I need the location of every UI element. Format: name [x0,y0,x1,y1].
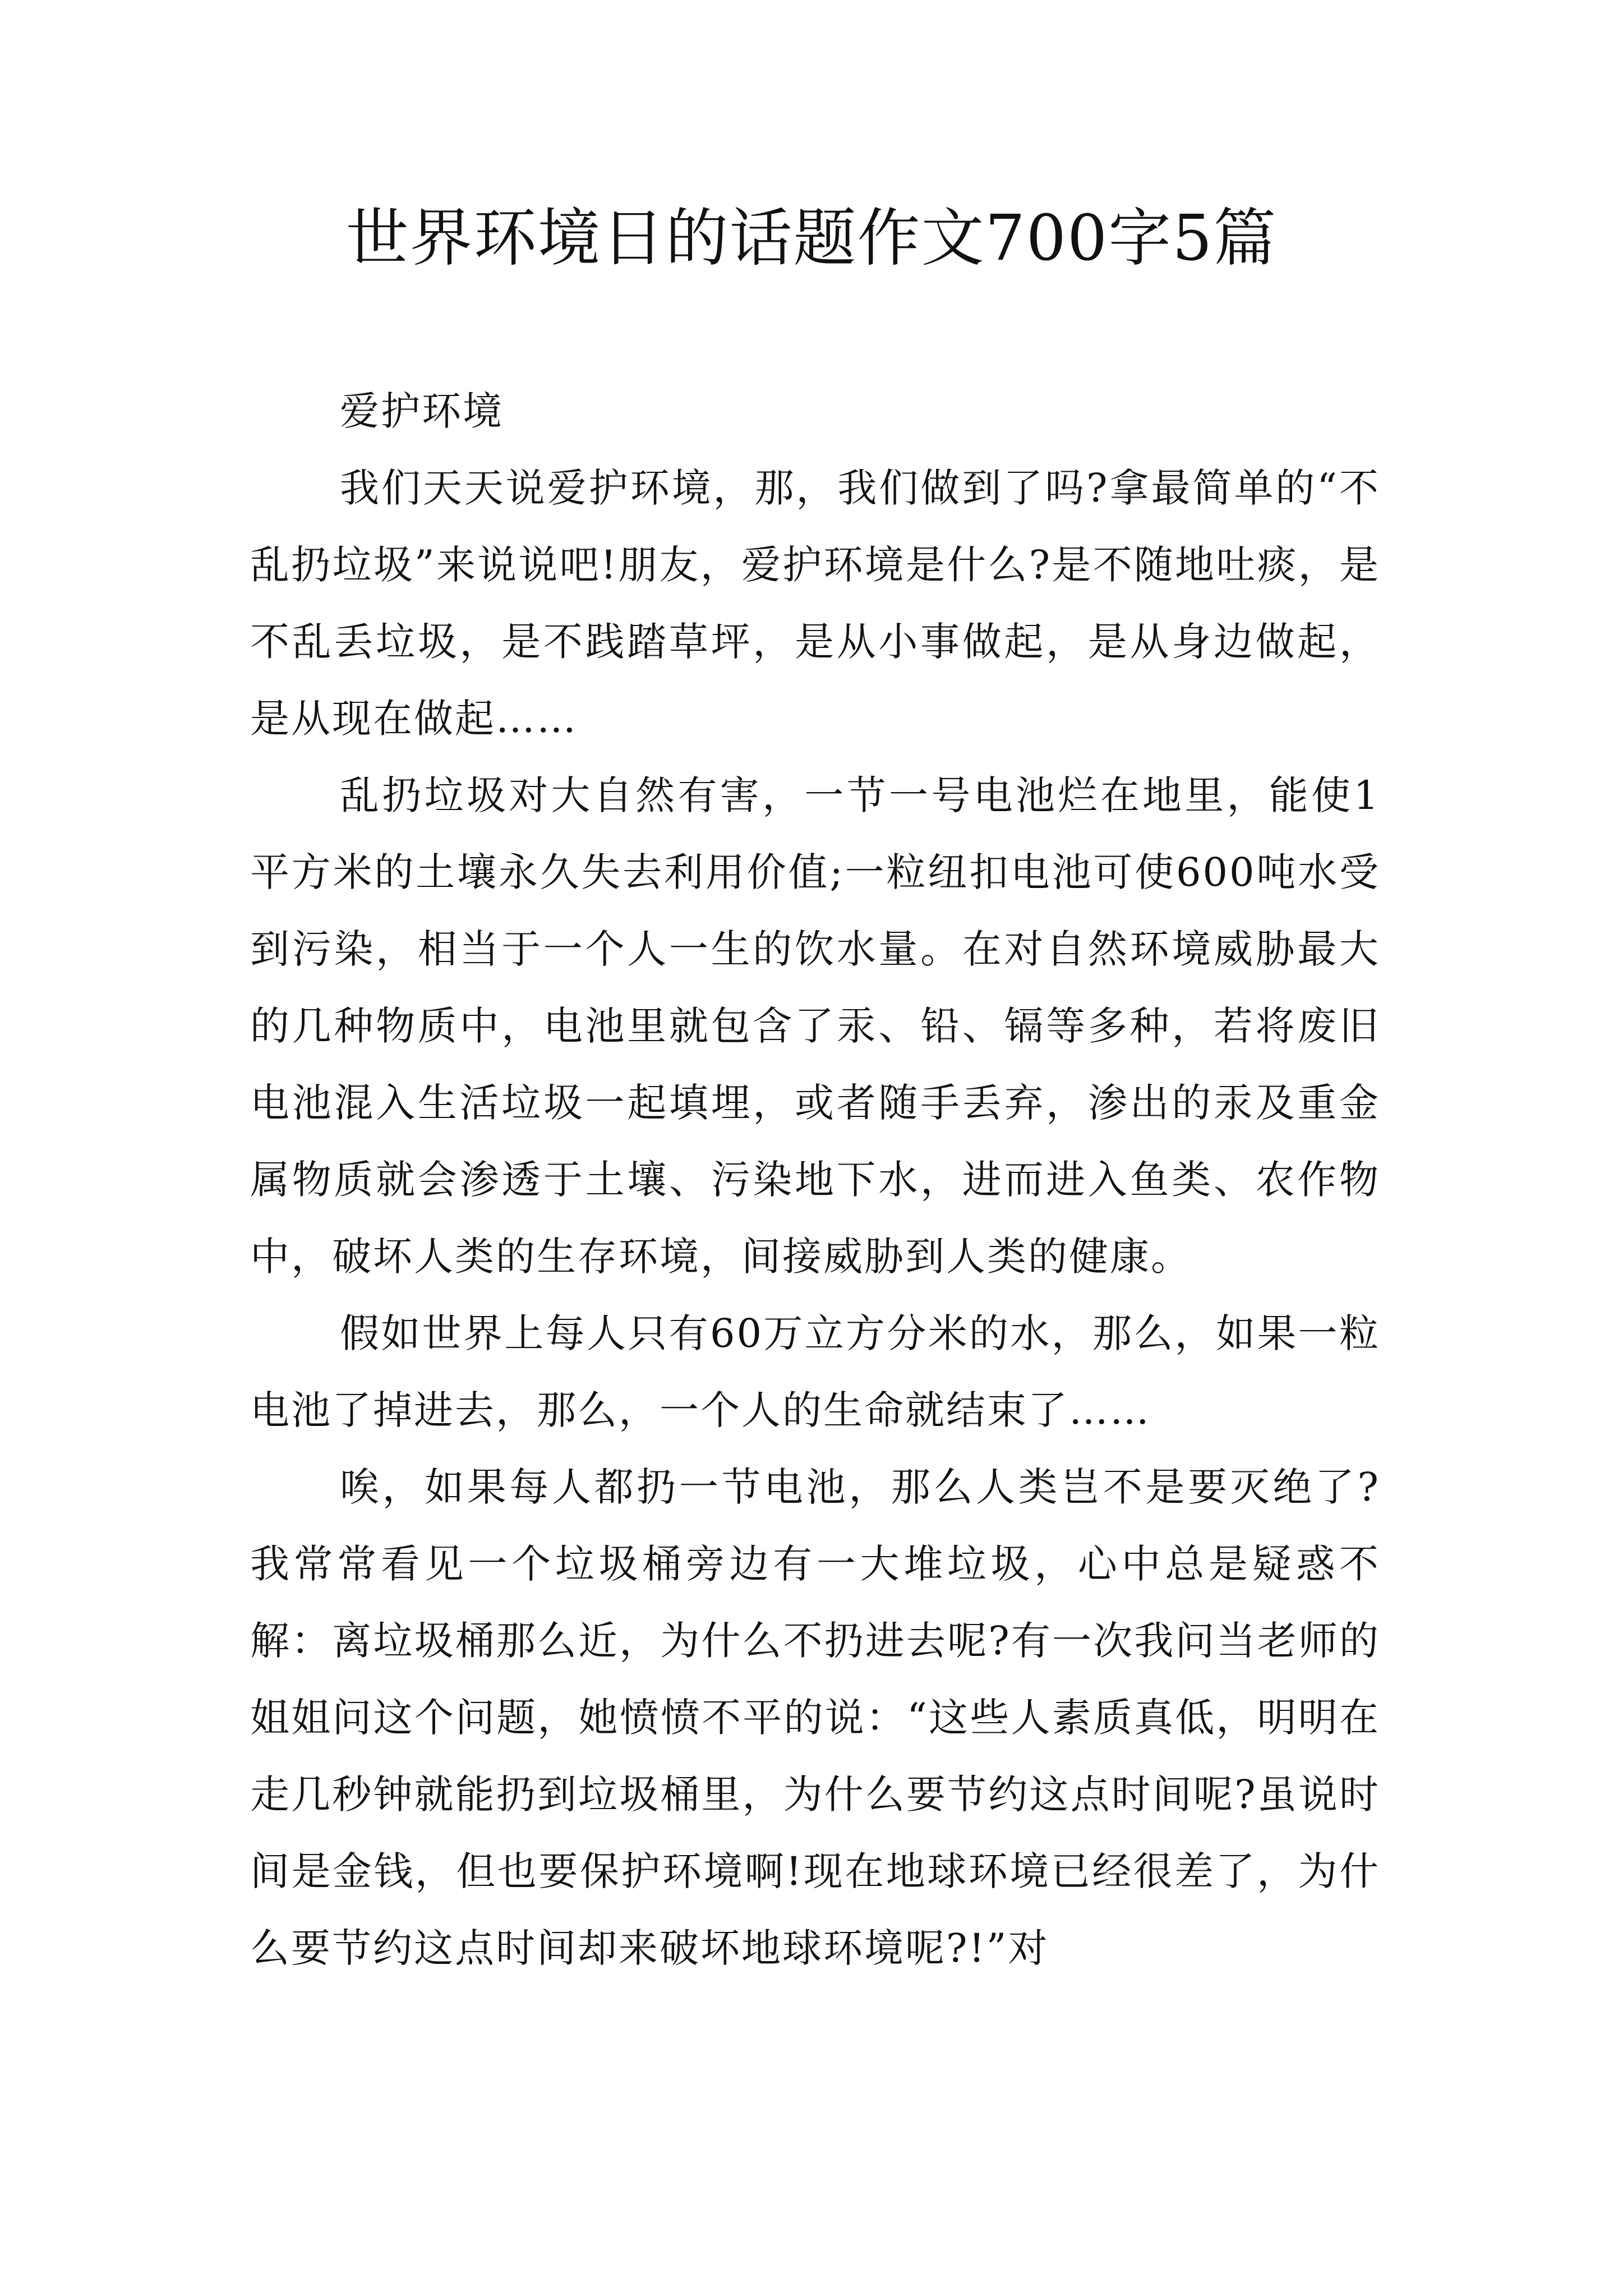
paragraph: 我们天天说爱护环境，那，我们做到了吗?拿最简单的“不乱扔垃圾”来说说吧!朋友，爱护环境是什么?是不随地吐痰，是不乱丢垃圾，是不践踏草坪，是从小事做起，是从身边做起，是从现在做起…… [250,465,1380,742]
paragraph: 唉，如果每人都扔一节电池，那么人类岂不是要灭绝了?我常常看见一个垃圾桶旁边有一大堆垃圾，心中总是疑惑不解：离垃圾桶那么近，为什么不扔进去呢?有一次我问当老师的姐姐问这个问题，她愤愤不平的说：“这些人素质真低，明明在走几秒钟就能扔到垃圾桶里，为什么要节约这点时间呢?虽说时间是金钱，但也要保护环境啊!现在地球环境已经很差了，为什么要节约这点时间却来破坏地球环境呢?!”对 [250,1464,1380,1971]
paragraph: 假如世界上每人只有60万立方分米的水，那么，如果一粒电池了掉进去，那么，一个人的生命就结束了…… [250,1310,1380,1433]
document-title: 世界环境日的话题作文700字5篇 [345,202,1278,275]
document-body [250,373,1380,1987]
section-heading: 爱护环境 [340,388,504,434]
paragraph: 乱扔垃圾对大自然有害，一节一号电池烂在地里，能使1平方米的土壤永久失去利用价值;一粒纽扣电池可使600吨水受到污染，相当于一个人一生的饮水量。在对自然环境威胁最大的几种物质中，电池里就包含了汞、铅、镉等多种，若将废旧电池混入生活垃圾一起填埋，或者随手丢弃，渗出的汞及重金属物质就会渗透于土壤、污染地下水，进而进入鱼类、农作物中，破坏人类的生存环境，间接威胁到人类的健康。 [250,772,1380,1280]
